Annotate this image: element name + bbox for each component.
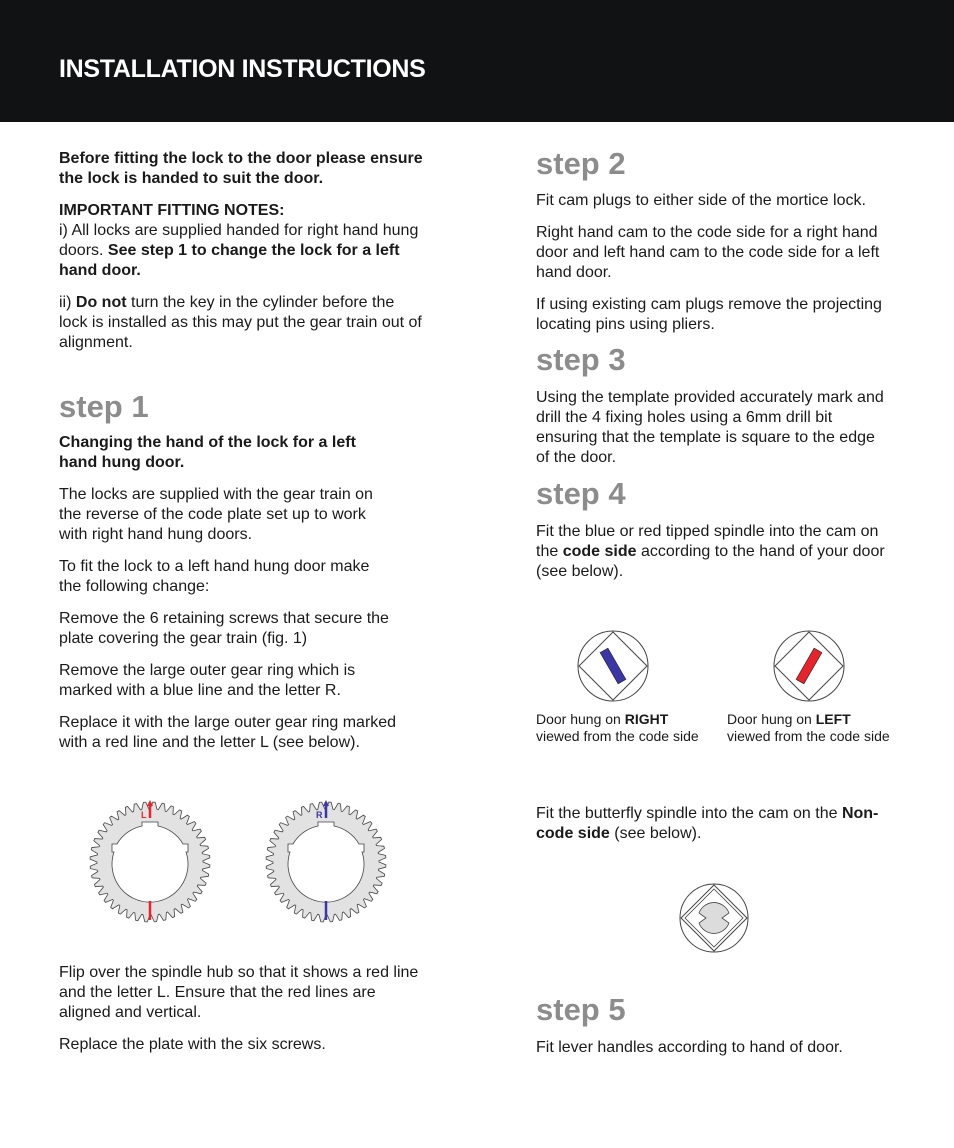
caption-right-view: viewed from the code side: [536, 728, 699, 744]
step1-paragraph-6: Flip over the spindle hub so that it shows a red line and the letter L. Ensure that the red lines are aligned and vertical.: [59, 964, 419, 1021]
notes-title: IMPORTANT FITTING NOTES:: [59, 202, 285, 219]
gear-right-letter: R: [316, 810, 323, 820]
caption-left-bold: LEFT: [815, 711, 851, 727]
step4-section: [536, 476, 891, 594]
step1-subheading: Changing the hand of the lock for a left hand hung door.: [59, 434, 356, 471]
intro-text: Before fitting the lock to the door please ensure the lock is handed to suit the door.: [59, 150, 423, 187]
gear-right-figure: [264, 800, 388, 924]
cam-right-graphic: [576, 629, 650, 703]
cam-right-hung: [576, 629, 650, 703]
gear-left-graphic: [88, 800, 212, 924]
important-notes: [59, 201, 424, 281]
butterfly-text-c: (see below).: [609, 825, 702, 842]
step1-paragraph-4: Remove the large outer gear ring which is marked with a blue line and the letter R.: [59, 662, 356, 699]
step1-continued: [59, 963, 424, 1067]
step2-section: [536, 146, 896, 347]
step5-paragraph-1: Fit lever handles according to hand of door.: [536, 1039, 843, 1056]
step1-paragraph-5: Replace it with the large outer gear ring marked with a red line and the letter L (see below).: [59, 714, 397, 751]
note1-bold: See step 1 to change the lock for a left hand door.: [59, 242, 400, 279]
note1-text: i) All locks are supplied handed for right hand hung doors.: [59, 222, 419, 259]
step4-paragraph-1: [536, 522, 891, 582]
caption-left-hung: [727, 711, 927, 745]
note2-bold: Do not: [75, 294, 127, 311]
butterfly-paragraph: [536, 804, 891, 844]
left-intro-column: [59, 149, 424, 365]
step4-text-a: Fit the blue or red tipped spindle into the cam on the: [536, 523, 879, 560]
caption-right-text: Door hung on: [536, 711, 625, 727]
cam-butterfly-graphic: [678, 882, 750, 954]
step1-section: [59, 389, 409, 765]
step3-paragraph-1: Using the template provided accurately mark and drill the 4 fixing holes using a 6mm drill bit ensuring that the template is square to the edge of the door.: [536, 389, 884, 466]
step1-paragraph-3: Remove the 6 retaining screws that secure the plate covering the gear train (fig. 1): [59, 610, 389, 647]
step5-section: [536, 992, 891, 1070]
step2-heading: step 2: [536, 146, 626, 181]
step5-heading: step 5: [536, 992, 626, 1027]
caption-right-bold: RIGHT: [624, 711, 669, 727]
step1-paragraph-7: Replace the plate with the six screws.: [59, 1036, 326, 1053]
page-title: INSTALLATION INSTRUCTIONS: [59, 55, 426, 83]
step3-section: [536, 342, 891, 480]
butterfly-text-a: Fit the butterfly spindle into the cam on the: [536, 805, 842, 822]
step1-heading: step 1: [59, 389, 149, 424]
note2: [59, 293, 424, 353]
step4-text-c: according to the hand of your door (see below).: [536, 543, 885, 580]
caption-left-text: Door hung on: [727, 711, 816, 727]
step4-text-bold: code side: [562, 543, 637, 560]
step1-paragraph-1: The locks are supplied with the gear train on the reverse of the code plate set up to work with right hand hung doors.: [59, 486, 373, 543]
step3-heading: step 3: [536, 342, 626, 377]
step4-heading: step 4: [536, 476, 626, 511]
gear-left-letter: L: [141, 810, 147, 820]
gear-left-figure: [88, 800, 212, 924]
caption-right-hung: [536, 711, 721, 745]
step2-paragraph-2: Right hand cam to the code side for a right hand door and left hand cam to the code side for a left hand door.: [536, 224, 880, 281]
cam-left-hung: [772, 629, 846, 703]
butterfly-section: [536, 804, 891, 856]
cam-butterfly: [678, 882, 750, 954]
step2-paragraph-3: If using existing cam plugs remove the projecting locating pins using pliers.: [536, 296, 882, 333]
step1-paragraph-2: To fit the lock to a left hand hung door make the following change:: [59, 558, 370, 595]
caption-left-view: viewed from the code side: [727, 728, 890, 744]
step2-paragraph-1: Fit cam plugs to either side of the mortice lock.: [536, 192, 866, 209]
note2-prefix: ii): [59, 294, 76, 311]
page-header: [0, 0, 954, 122]
gear-right-graphic: [264, 800, 388, 924]
note2-text: turn the key in the cylinder before the lock is installed as this may put the gear train out of alignment.: [59, 294, 422, 351]
cam-left-graphic: [772, 629, 846, 703]
butterfly-text-bold: Non-code side: [536, 805, 879, 842]
